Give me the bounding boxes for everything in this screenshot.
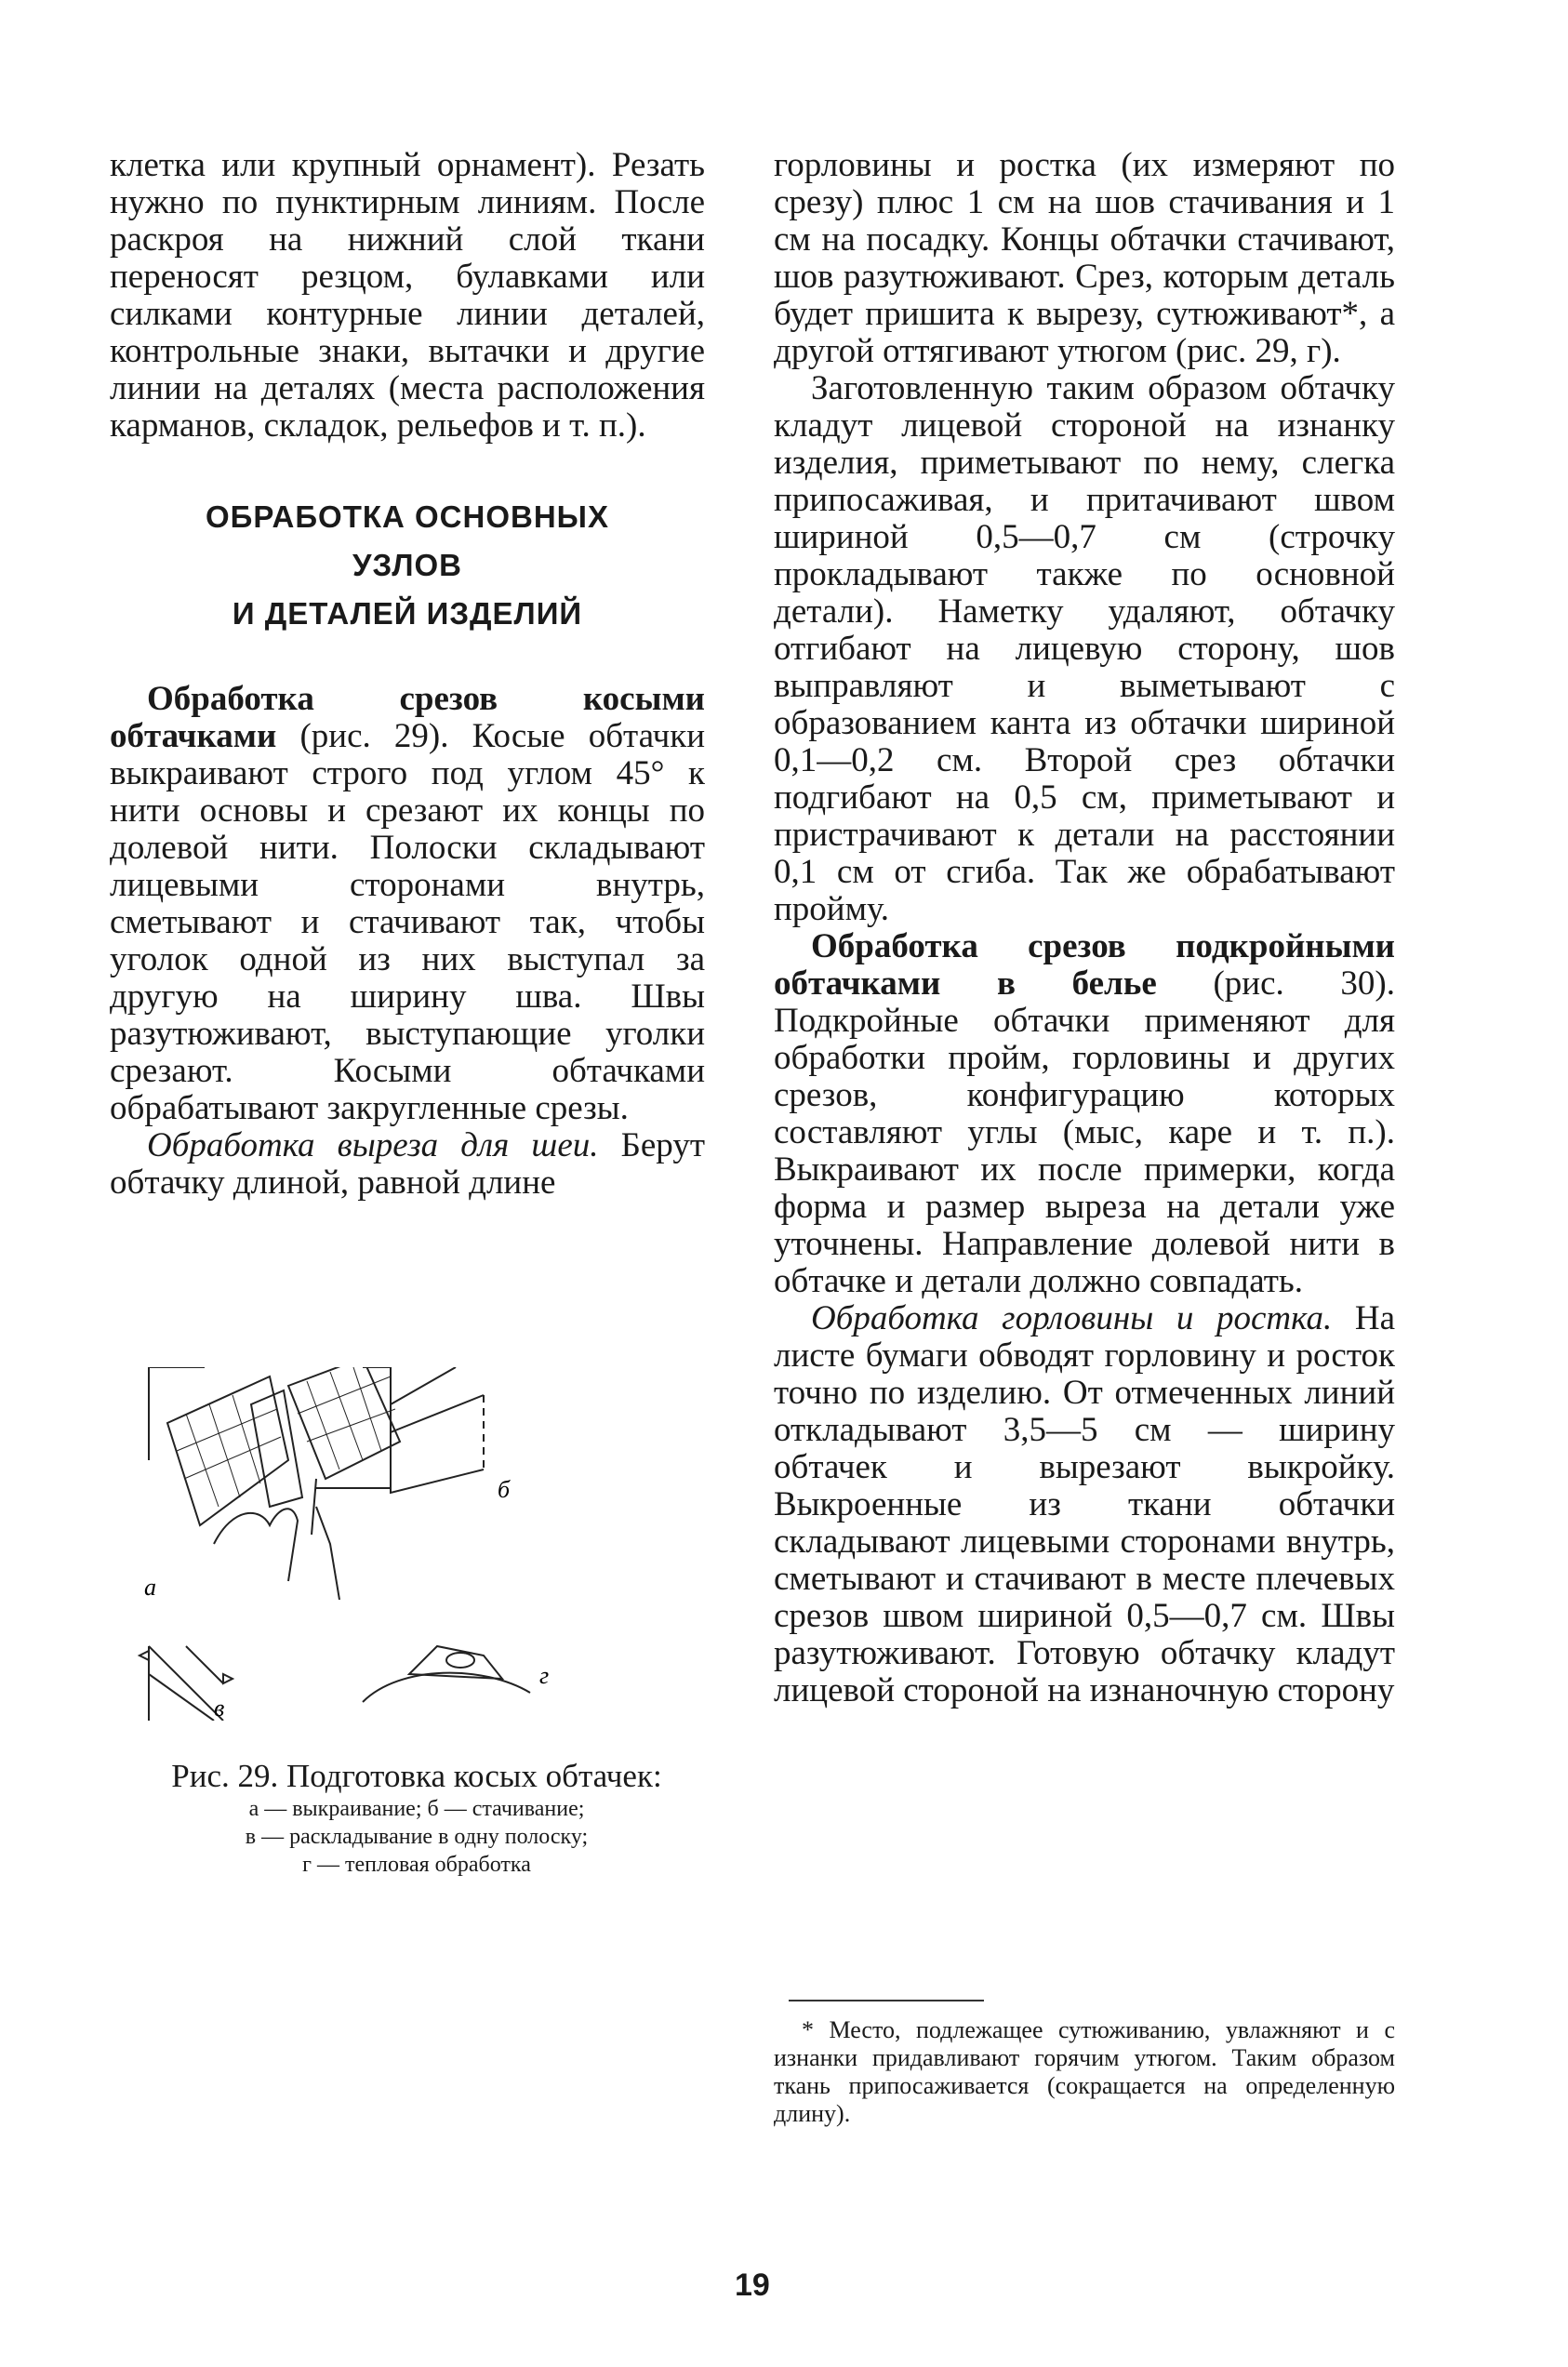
section-heading	[110, 493, 705, 638]
subsection-title: Обработка выреза для шеи.	[147, 1126, 599, 1164]
paragraph	[774, 1300, 1395, 1709]
right-column	[774, 147, 1395, 1709]
paragraph	[110, 681, 705, 1127]
paragraph-text: (рис. 29). Косые обтачки выкраивают строго под углом 45° к нити основы и срезают их концы по долевой нити. Полоски складывают лицевыми сторонами внутрь, сметывают и стачивают так, чтобы уголок одной из них выступал за другую на ширину шва. Швы разутюживают, выступающие уголки срезают. Косыми обтачками обрабатывают закругленные срезы.	[110, 717, 705, 1127]
caption-title: Рис. 29. Подготовка косых обтачек:	[171, 1758, 662, 1794]
paragraph: клетка или крупный орнамент). Резать нужно по пунктирным линиям. После раскроя на нижний слой ткани переносят резцом, булавками или силками контурные линии деталей, контрольные знаки, вытачки и другие линии на деталях (места расположения карманов, складок, рельефов и т. п.).	[110, 146, 705, 445]
figure-label: в	[214, 1695, 225, 1721]
page-number: 19	[735, 2267, 770, 2303]
figure-label: а	[144, 1574, 156, 1601]
left-column	[110, 147, 705, 1202]
footnote-divider	[789, 2000, 984, 2001]
caption-line: а — выкраивание; б — стачивание;	[248, 1797, 585, 1821]
paragraph: Заготовленную таким образом обтачку кладут лицевой стороной на изнанку изделия, приметывают по нему, слегка припосаживая, и притачивают швом шириной 0,5—0,7 см (строчку прокладывают также по основной детали). Наметку удаляют, обтачку отгибают на лицевую сторону, шов выправляют и выметывают с образованием канта из обтачки шириной 0,1—0,2 см. Второй срез обтачки подгибают на 0,5 см, приметывают и пристрачивают к детали на расстоянии 0,1 см от сгиба. Так же обрабатывают пройму.	[774, 369, 1395, 928]
paragraph-text: (рис. 30). Подкройные обтачки применяют для обработки пройм, горловины и других срезов, конфигурацию которых составляют углы (мыс, каре и т. п.). Выкраивают их после примерки, когда форма и размер выреза на детали уже уточнены. Направление долевой нити в обтачке и детали должно совпадать.	[774, 964, 1395, 1300]
heading-line: УЗЛОВ	[352, 548, 463, 582]
subsection-title: Обработка срезов косыми обтачками	[110, 680, 705, 755]
caption-line: г — тепловая обработка	[302, 1853, 531, 1877]
figure-caption	[110, 1758, 724, 1879]
heading-line: И ДЕТАЛЕЙ ИЗДЕЛИЙ	[232, 596, 583, 631]
subsection-title: Обработка горловины и ростка.	[811, 1299, 1333, 1337]
figure-label: г	[539, 1662, 550, 1689]
paragraph-text: Берут обтачку длиной, равной длине	[110, 1126, 705, 1202]
paragraph	[774, 928, 1395, 1300]
subsection-title: Обработка срезов подкройными обтачками в белье	[774, 927, 1395, 1003]
figure-29	[130, 1367, 707, 1721]
paragraph: горловины и ростка (их измеряют по срезу) плюс 1 см на шов стачивания и 1 см на посадку. Концы обтачки стачивают, шов разутюживают. Срез, которым деталь будет пришита к вырезу, сутюживают*, а другой оттягивают утюгом (рис. 29, г).	[774, 146, 1395, 370]
figure-illustration	[130, 1367, 707, 1721]
footnote: * Место, подлежащее сутюживанию, увлажняют и с изнанки придавливают горячим утюгом. Таким образом ткань припосаживается (сокращается на определенную длину).	[774, 2016, 1395, 2127]
heading-line: ОБРАБОТКА ОСНОВНЫХ	[206, 499, 609, 534]
figure-label: б	[498, 1476, 511, 1503]
paragraph-text: На листе бумаги обводят горловину и росток точно по изделию. От отмеченных линий откладывают 3,5—5 см — ширину обтачек и вырезают выкройку. Выкроенные из ткани обтачки складывают лицевыми сторонами внутрь, сметывают и стачивают в месте плечевых срезов швом шириной 0,5—0,7 см. Швы разутюживают. Готовую обтачку кладут лицевой стороной на изнаночную сторону	[774, 1299, 1395, 1709]
paragraph	[110, 1127, 705, 1202]
caption-line: в — раскладывание в одну полоску;	[245, 1825, 589, 1849]
